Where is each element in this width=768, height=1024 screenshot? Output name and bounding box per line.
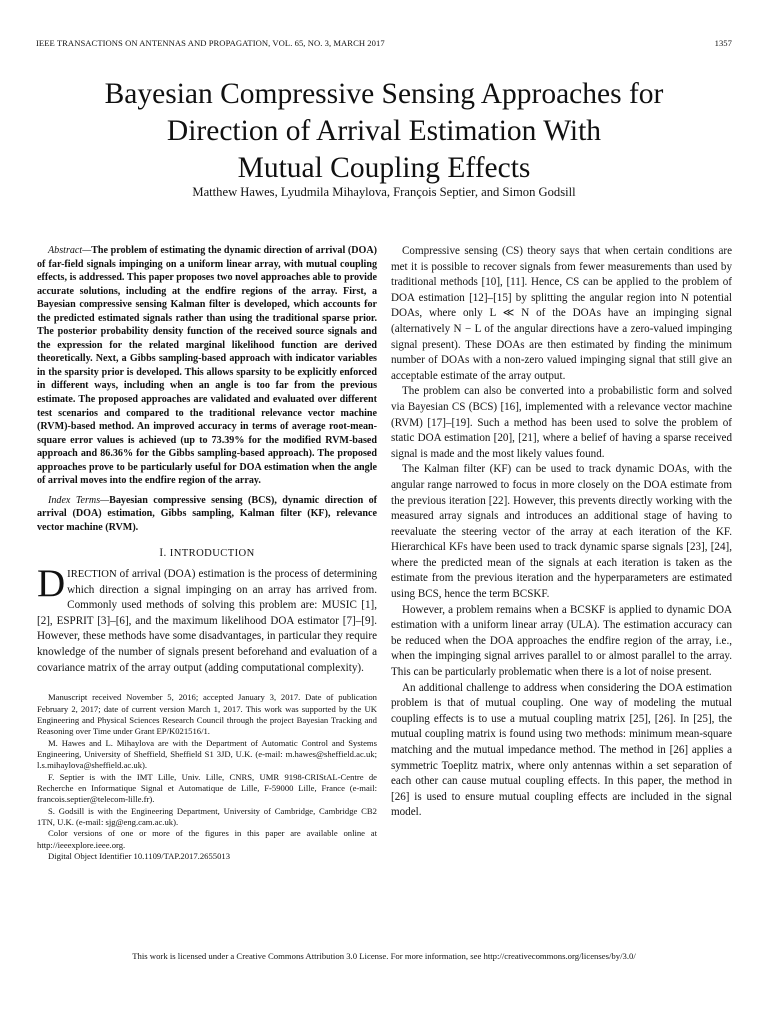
intro-paragraph [37, 562, 377, 676]
title-line-3: Mutual Coupling Effects [237, 152, 531, 184]
footnote-septier: F. Septier is with the IMT Lille, Univ. Lille, CNRS, UMR 9198-CRIStAL-Centre de Recherche en Informatique Signal et Automatique de Lille, F-59000 Lille, France (e-mail: francois.septier@telecom-lille.fr). [37, 771, 377, 805]
title-line-2: Direction of Arrival Estimation With [166, 115, 602, 147]
section-numeral: I. [159, 547, 170, 560]
abstract-text: The problem of estimating the dynamic direction of arrival (DOA) of far-field signals impinging on a uniform linear array, with mutual coupling effects, is addressed. This paper proposes two novel approaches able to provide accurate solutions, including at the endfire regions of the array. First, a Bayesian compressive sensing Kalman filter is developed, which accounts for the predicted estimated signals rather than using the traditional sparse prior. The posterior probability density function of the received source signals and the expression for the related marginal likelihood function are derived theoretically. Next, a Gibbs sampling-based approach with indicator variables in the sparsity prior is developed. This allows sparsity to be explicitly enforced in different ways, including when an angle is too far from the previous estimate. The proposed approaches are validated and evaluated over different test scenarios and compared to the traditional relevance vector machine (RVM)-based method. An improved accuracy in terms of average root-mean-square error values is achieved (up to 73.39% for the modified RVM-based approach and 86.36% for the Gibbs sampling-based approach). The proposed approaches prove to be particularly useful for DOA estimation when the angle of arrival moves into the endfire region of the array. [37, 245, 377, 487]
footnote-godsill: S. Godsill is with the Engineering Department, University of Cambridge, Cambridge CB2 1TN, U.K. (e-mail: sjg@eng.cam.ac.uk). [37, 805, 377, 828]
index-terms-text: Bayesian compressive sensing (BCS), dynamic direction of arrival (DOA) estimation, Gibbs sampling, Kalman filter (KF), relevance vector machine (RVM). [37, 494, 378, 533]
running-header [36, 38, 732, 48]
license-notice: This work is licensed under a Creative Commons Attribution 3.0 License. For more information, see http://creativecommons.org/licenses/by/3.0/ [132, 951, 636, 961]
footnote-doi: Digital Object Identifier 10.1109/TAP.2017.2655013 [48, 851, 231, 862]
right-column [391, 244, 732, 821]
intro-first-word: IRECTION [67, 569, 117, 581]
section-heading-introduction [37, 546, 377, 562]
body-paragraph-endfire: However, a problem remains when a BCSKF is applied to dynamic DOA estimation with a uniform linear array (ULA). The estimation accuracy can be reduced when the DOA approaches the endfire region of the array, i.e., when the impinging signal arrives parallel to or almost parallel to the array. This can be particularly problematic when there is a lot of noise present. [391, 603, 732, 679]
title-line-1: Bayesian Compressive Sensing Approaches for [104, 78, 664, 110]
journal-name: IEEE TRANSACTIONS ON ANTENNAS AND PROPAGATION, VOL. 65, NO. 3, MARCH 2017 [36, 38, 385, 48]
body-paragraph-kf: The Kalman filter (KF) can be used to track dynamic DOAs, with the angular range narrowed to focus in more closely on the DOA estimate from the previous iteration [22]. However, this prevents directly working with the measured array signals and introduces an additional stage of having to reevaluate the steering vector of the array at each iteration of the KF. Hierarchical KFs have been used to track dynamic sparse signals [23], [24], where the predicted mean of the signals at each iteration is taken as the estimate from the previous iteration and the hyperparameters are estimated using BCS, hence the term BCSKF. [391, 463, 732, 601]
footnote-manuscript: Manuscript received November 5, 2016; accepted January 3, 2017. Date of publication February 2, 2017; date of current version March 1, 2017. This work was supported by the UK Engineering and Physical Sciences Research Council through the project Bayesian Tracking and Reasoning over Time under Grant EP/K021516/1. [37, 692, 377, 737]
footnote-color-versions: Color versions of one or more of the figures in this paper are available online at http://ieeexplore.ieee.org. [37, 828, 377, 850]
abstract-lead: Abstract— [48, 245, 92, 256]
intro-text: of arrival (DOA) estimation is the process of determining which direction a signal impinging on an array has arrived from. Commonly used methods of solving this problem are: MUSIC [1], [2], ESPRIT [3]–[6], and the maximum likelihood DOA estimator [7]–[9]. However, these methods have some disadvantages, in particular they require knowledge of the number of signals present beforehand and evaluation of a covariance matrix of the array output (adding computational complexity). [37, 568, 377, 674]
index-terms [37, 494, 377, 535]
abstract [37, 244, 377, 488]
paper-title [40, 76, 728, 187]
author-list: Matthew Hawes, Lyudmila Mihaylova, François Septier, and Simon Godsill [192, 185, 576, 199]
drop-cap: D [37, 562, 66, 606]
body-paragraph-mutual-coupling: An additional challenge to address when considering the DOA estimation problem is that of mutual coupling. One way of modeling the mutual coupling effects is to use a mutual coupling matrix [25], [26]. In [25], the mutual coupling matrix is found using two methods: minimum mean-square matching and the mutual impedance method. The method in [26] applies a symmetric Toeplitz matrix, where only antennas within a set separation of each other can cause mutual coupling effects. In this paper, the method in [26] is used to ensure mutual coupling effects are included in the signal model. [391, 681, 732, 819]
section-title: INTRODUCTION [169, 548, 255, 560]
page-number: 1357 [714, 38, 732, 48]
left-column [37, 244, 377, 862]
index-terms-lead: Index Terms— [48, 494, 110, 506]
body-paragraph-cs: Compressive sensing (CS) theory says that when certain conditions are met it is possible to recover signals from fewer measurements than used by traditional methods [10], [11]. Hence, CS can be applied to the problem of DOA estimation [12]–[15] by splitting the angular region into N potential DOAs, where only L ≪ N of the DOAs have an impinging signal (alternatively N − L of the angular directions have a zero-valued impinging signal present). These DOAs are then estimated by finding the minimum number of DOAs with a non-zero valued impinging signal that still give an acceptable estimate of the array output. [391, 245, 732, 382]
footnotes [37, 692, 377, 862]
body-paragraph-bcs: The problem can also be converted into a probabilistic form and solved via Bayesian CS (BCS) [16], implemented with a relevance vector machine (RVM) [17]–[19]. Such a method has been used to solve the problem of static DOA estimation [20], [21], where a belief of having a sparse received signal is made and the most likely values found. [391, 385, 732, 460]
footnote-hawes-mihaylova: M. Hawes and L. Mihaylova are with the Department of Automatic Control and Systems Engineering, University of Sheffield, Sheffield S1 3JD, U.K. (e-mail: m.hawes@sheffield.ac.uk; l.s.mihaylova@sheffield.ac.uk). [37, 737, 377, 771]
